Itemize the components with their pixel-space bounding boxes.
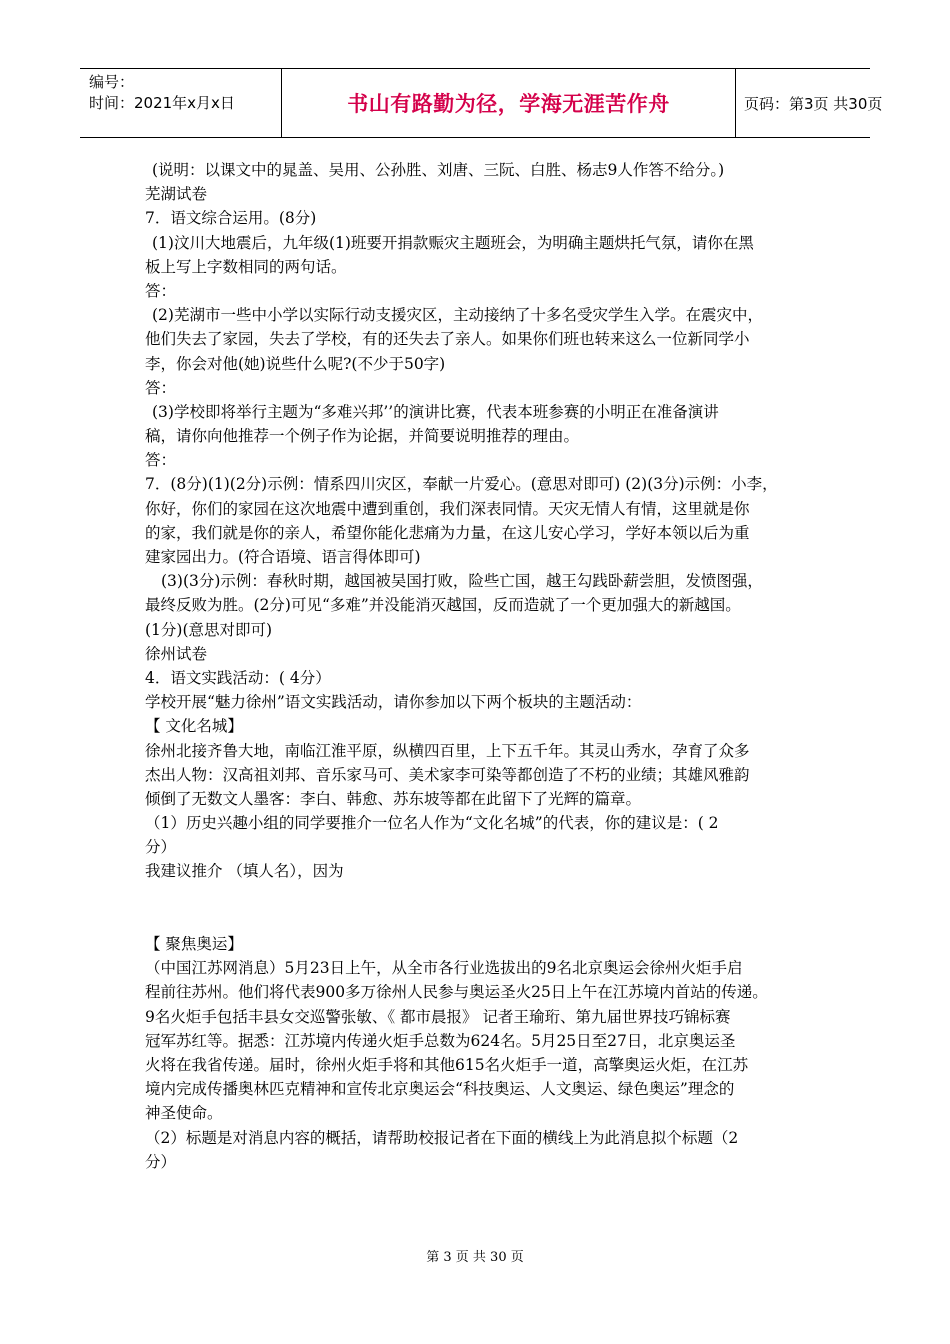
text-line: (2)芜湖市一些中小学以实际行动支援灾区，主动接纳了十多名受灾学生入学。在震灾中， — [152, 306, 763, 325]
text-line: 程前往苏州。他们将代表900多万徐州人民参与奥运圣火25日上午在江苏境内首站的传递。 — [145, 983, 768, 1002]
text-line: 【 聚焦奥运】 — [145, 935, 243, 953]
text-line: 答： — [145, 378, 177, 397]
text-line: 的家，我们就是你的亲人，希望你能化悲痛为力量，在这儿安心学习，学好本领以后为重 — [145, 523, 750, 542]
text-line: (说明：以课文中的晁盖、吴用、公孙胜、刘唐、三阮、白胜、杨志9人作答不给分。) — [152, 161, 725, 179]
text-line: 稿，请你向他推荐一个例子作为论据，并简要说明推荐的理由。 — [145, 427, 580, 446]
text-line: 4．语文实践活动：( 4分） — [145, 668, 331, 687]
text-line: （1）历史兴趣小组的同学要推介一位名人作为“文化名城”的代表，你的建议是：( 2 — [145, 814, 719, 833]
text-line: (1分)(意思对即可) — [145, 620, 273, 639]
text-line: 李，你会对他(她)说些什么呢?(不少于50字) — [145, 354, 446, 373]
page-footer: 第 3 页 共 30 页 — [426, 1250, 524, 1265]
text-line: 9名火炬手包括丰县女交巡警张敏、《 都市晨报》 记者王瑜珩、第九届世界技巧锦标赛 — [145, 1007, 731, 1026]
text-line: 你好，你们的家园在这次地震中遭到重创，我们深表同情。天灾无情人有情，这里就是你 — [145, 499, 750, 518]
text-line: 徐州北接齐鲁大地，南临江淮平原，纵横四百里，上下五千年。其灵山秀水，孕育了众多 — [145, 741, 750, 760]
text-line: 最终反败为胜。(2分)可见“多难”并没能消灭越国，反而造就了一个更加强大的新越国。 — [145, 596, 741, 615]
number-label: 编号： — [89, 73, 135, 91]
text-line: （2）标题是对消息内容的概括，请帮助校报记者在下面的横线上为此消息拟个标题（2 — [145, 1128, 739, 1147]
page-header — [80, 68, 883, 138]
text-line: 他们失去了家园，失去了学校，有的还失去了亲人。如果你们班也转来这么一位新同学小 — [145, 330, 750, 349]
time-label: 时间：2021年x月x日 — [89, 94, 235, 112]
text-line: 神圣使命。 — [145, 1104, 223, 1123]
header-motto: 书山有路勤为径，学海无涯苦作舟 — [282, 69, 736, 137]
text-line: 【 文化名城】 — [145, 717, 243, 736]
text-line: 徐州试卷 — [145, 644, 208, 663]
text-line: 7．语文综合运用。(8分) — [145, 209, 317, 228]
text-line: 芜湖试卷 — [145, 185, 208, 204]
text-line: 分） — [145, 838, 177, 857]
text-line: 境内完成传播奥林匹克精神和宣传北京奥运会“科技奥运、人文奥运、绿色奥运”理念的 — [145, 1080, 735, 1099]
header-meta — [80, 69, 282, 137]
text-line: 冠军苏红等。据悉：江苏境内传递火炬手总数为624名。5月25日至27日，北京奥运圣 — [145, 1031, 736, 1050]
text-line: 倾倒了无数文人墨客：李白、韩愈、苏东坡等都在此留下了光辉的篇章。 — [145, 789, 642, 808]
text-line: 我建议推介 （填人名），因为 — [145, 862, 344, 881]
text-line: (3)(3分)示例：春秋时期，越国被吴国打败，险些亡国，越王勾践卧薪尝胆，发愤图强， — [161, 572, 763, 591]
text-line: 答： — [145, 281, 177, 300]
blank-line — [145, 884, 817, 908]
header-page-number: 页码：第3页 共30页 — [744, 94, 883, 113]
document-body — [145, 158, 817, 1174]
text-line: 建家园出力。(符合语境、语言得体即可) — [145, 548, 421, 566]
text-line: 分） — [145, 1152, 177, 1171]
text-line: 杰出人物：汉高祖刘邦、音乐家马可、美术家李可染等都创造了不朽的业绩；其雄风雅韵 — [145, 765, 750, 784]
text-line: 答： — [145, 451, 177, 470]
text-line: （中国江苏网消息）5月23日上午，从全市各行业选拔出的9名北京奥运会徐州火炬手启 — [145, 959, 743, 978]
text-line: (1)汶川大地震后，九年级(1)班要开捐款赈灾主题班会，为明确主题烘托气氛，请你在黑 — [152, 233, 754, 252]
text-line: (3)学校即将举行主题为“多难兴邦’’的演讲比赛，代表本班参赛的小明正在准备演讲 — [152, 402, 719, 421]
text-line: 7．(8分)(1)(2分)示例：情系四川灾区，奉献一片爱心。(意思对即可) (2)(3分)示例：小李， — [145, 475, 778, 494]
blank-line — [145, 908, 817, 932]
text-line: 火将在我省传递。届时，徐州火炬手将和其他615名火炬手一道，高擎奥运火炬，在江苏 — [145, 1055, 749, 1074]
text-line: 学校开展“魅力徐州”语文实践活动，请你参加以下两个板块的主题活动： — [145, 693, 642, 712]
text-line: 板上写上字数相同的两句话。 — [145, 257, 347, 276]
